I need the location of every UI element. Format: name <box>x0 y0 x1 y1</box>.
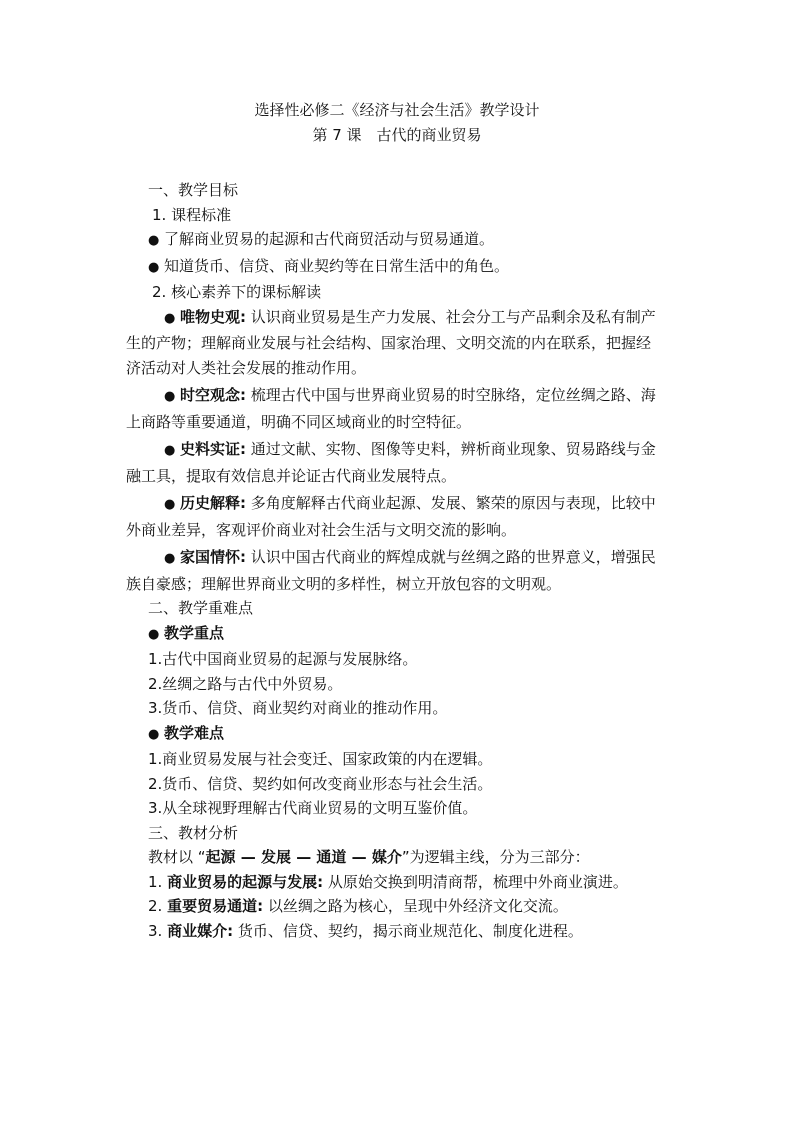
bullet-icon: ● <box>148 259 160 275</box>
key-point: 2.丝绸之路与古代中外贸易。 <box>148 674 343 693</box>
title-line-1: 选择性必修二《经济与社会生活》教学设计 <box>254 101 540 119</box>
bullet-icon: ● <box>164 443 176 458</box>
textbook-part: 1. 商业贸易的起源与发展: 从原始交换到明清商帮，梳理中外商业演进。 <box>148 872 628 891</box>
standard-item: ● 知道货币、信贷、商业契约等在日常生活中的角色。 <box>148 254 678 281</box>
section2-heading: 二、教学重难点 <box>148 599 254 617</box>
bullet-icon: ● <box>164 310 176 326</box>
textbook-part: 3. 商业媒介: 货币、信贷、契约，揭示商业规范化、制度化进程。 <box>148 921 583 940</box>
literacy-item: ● 家国情怀: 认识中国古代商业的辉煌成就与丝绸之路的世界意义，增强民 族自豪感；理解世界商业文明的多样性，树立开放包容的文明观。 <box>126 548 656 593</box>
literacy-term: 史料实证: <box>180 440 246 458</box>
bullet-icon: ● <box>148 233 160 248</box>
literacy-item: ● 唯物史观: 认识商业贸易是生产力发展、社会分工与产品剩余及私有制产 生的产物；理解商业发展与社会结构、国家治理、文明交流的内在联系，把握经 济活动对人类社会发展的推动作用。 <box>126 307 656 377</box>
bullet-icon: ● <box>164 497 176 512</box>
literacy-term: 家国情怀: <box>180 548 246 566</box>
difficult-point: 1.商业贸易发展与社会变迁、国家政策的内在逻辑。 <box>148 750 493 768</box>
key-point: 3.货币、信贷、商业契约对商业的推动作用。 <box>148 699 448 717</box>
literacy-item: ● 史料实证: 通过文献、实物、图像等史料，辨析商业现象、贸易路线与金 融工具，提取有效信息并论证古代商业发展特点。 <box>126 440 656 485</box>
bullet-icon: ● <box>148 626 160 642</box>
section1-sub1: 1. 课程标准 <box>152 205 232 224</box>
difficult-points-label: ● 教学难点 <box>148 721 678 748</box>
bullet-icon: ● <box>148 726 160 742</box>
title-line-2: 第 7 课 古代的商业贸易 <box>312 126 482 144</box>
document-title <box>0 98 794 148</box>
key-point: 1.古代中国商业贸易的起源与发展脉络。 <box>148 650 418 668</box>
bullet-icon: ● <box>164 551 176 566</box>
section1-sub2: 2. 核心素养下的课标解读 <box>152 283 322 301</box>
bullet-icon: ● <box>164 389 176 404</box>
section3-intro: 教材以 “起源 — 发展 — 通道 — 媒介”为逻辑主线，分为三部分： <box>148 848 590 866</box>
literacy-term: 时空观念: <box>180 386 246 404</box>
section1-heading: 一、教学目标 <box>148 181 239 199</box>
difficult-point: 3.从全球视野理解古代商业贸易的文明互鉴价值。 <box>148 799 478 817</box>
literacy-item: ● 历史解释: 多角度解释古代商业起源、发展、繁荣的原因与表现，比较中 外商业差异，客观评价商业对社会生活与文明交流的影响。 <box>126 494 656 539</box>
textbook-part: 2. 重要贸易通道: 以丝绸之路为核心，呈现中外经济文化交流。 <box>148 897 568 915</box>
document-body <box>126 178 678 943</box>
section3-heading: 三、教材分析 <box>148 823 239 842</box>
difficult-point: 2.货币、信贷、契约如何改变商业形态与社会生活。 <box>148 774 493 793</box>
literacy-term: 历史解释: <box>180 494 246 512</box>
literacy-term: 唯物史观: <box>180 307 246 326</box>
literacy-item: ● 时空观念: 梳理古代中国与世界商业贸易的时空脉络，定位丝绸之路、海 上商路等重要通道，明确不同区域商业的时空特征。 <box>126 386 656 431</box>
key-points-label: ● 教学重点 <box>148 621 678 648</box>
standard-item: ● 了解商业贸易的起源和古代商贸活动与贸易通道。 <box>148 227 678 254</box>
